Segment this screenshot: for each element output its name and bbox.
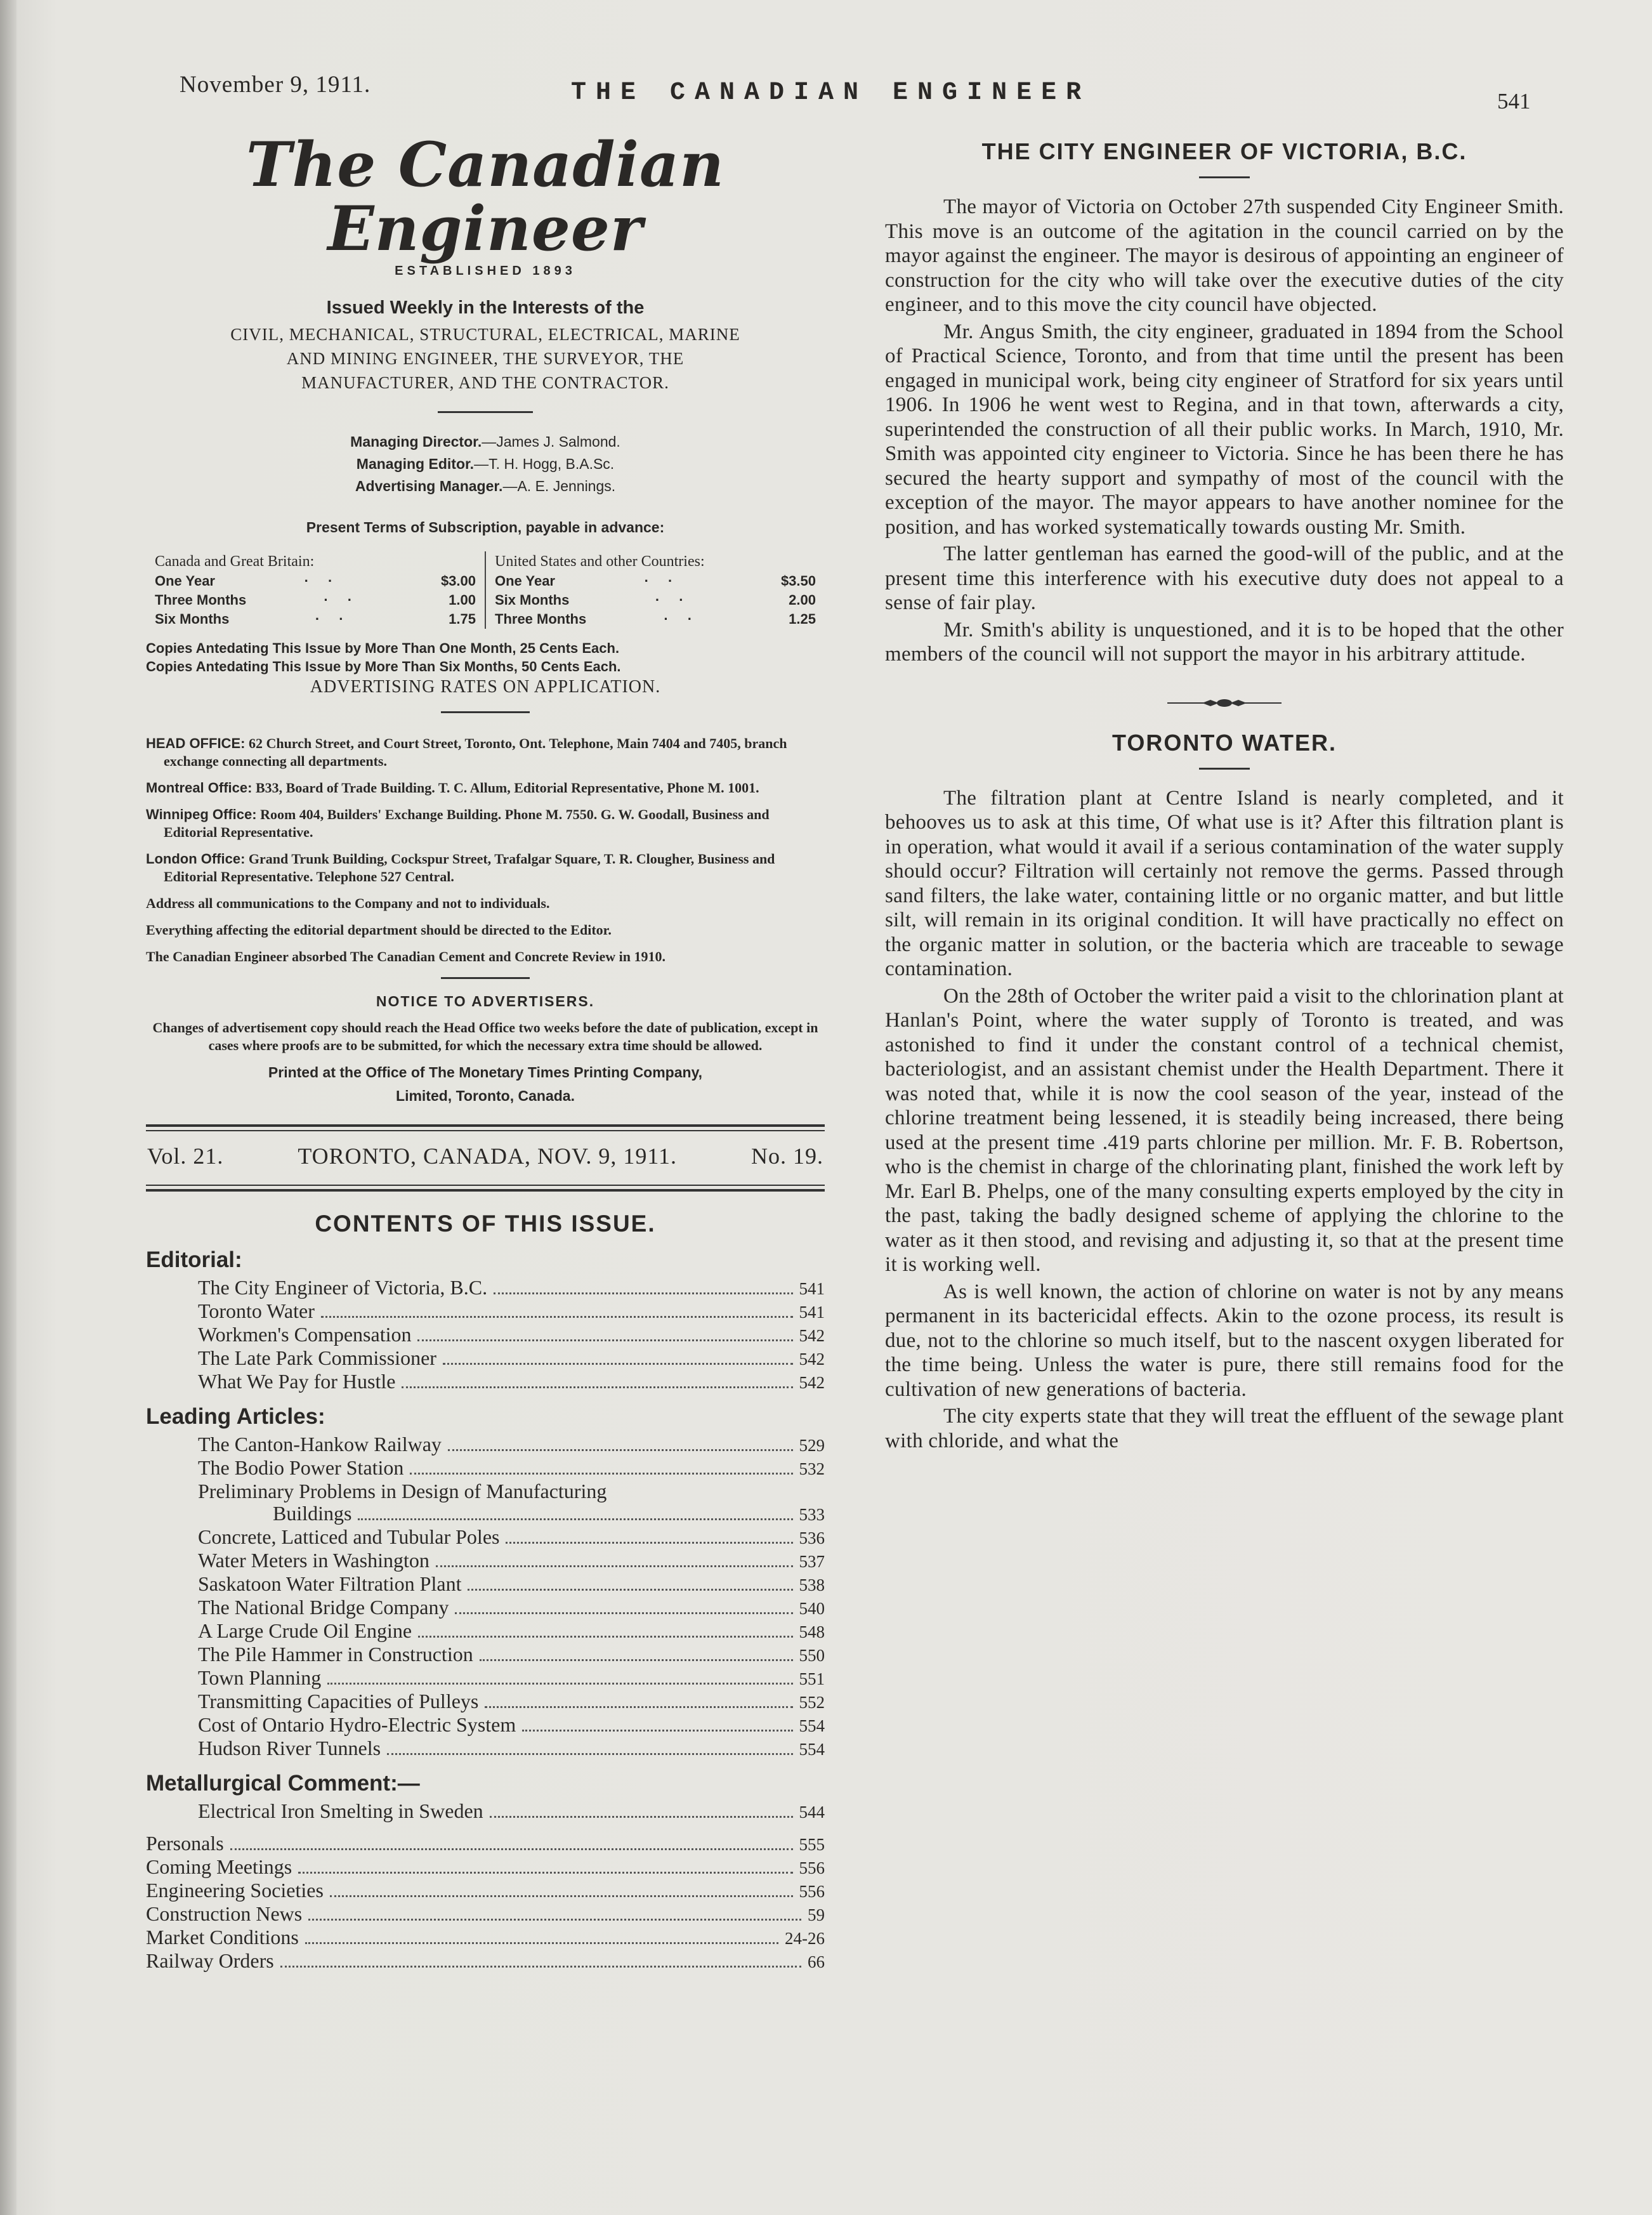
office-text: Grand Trunk Building, Cockspur Street, Trafalgar Square, T. R. Clougher, Business and Editorial Representative. Telephone 527 Central. [164, 850, 775, 884]
rates-canada [146, 551, 486, 629]
entry-page: 533 [799, 1504, 825, 1524]
rate-term: Six Months [495, 591, 570, 608]
entry-page: 550 [799, 1645, 825, 1665]
entry-page: 540 [799, 1598, 825, 1618]
entry-page: 24-26 [785, 1928, 825, 1948]
volume-number: Vol. 21. [147, 1143, 224, 1169]
contents-leading-list [146, 1433, 825, 1761]
contents-entry[interactable] [146, 1480, 825, 1502]
printer-note [146, 1061, 825, 1108]
rate-row: Six Months ·· 1.75 [155, 610, 476, 629]
divider [441, 977, 530, 979]
article-title: THE CITY ENGINEER OF VICTORIA, B.C. [981, 138, 1467, 164]
montreal-office [146, 779, 825, 797]
contents-entry[interactable] [146, 1832, 825, 1856]
entry-page: 536 [799, 1528, 825, 1548]
contents-entry[interactable] [146, 1879, 825, 1903]
copies-note-1: Copies Antedating This Issue by More Than One Month, 25 Cents Each. [146, 640, 620, 656]
rate-term: One Year [155, 572, 215, 589]
staff-name: —James J. Salmond. [482, 433, 620, 450]
entry-page: 548 [799, 1622, 825, 1641]
rate-price: $3.00 [440, 572, 476, 589]
office-label: HEAD OFFICE: [146, 735, 246, 751]
rate-price: $3.50 [780, 572, 816, 589]
article-paragraph: On the 28th of October the writer paid a visit to the chlorination plant at Hanlan's Point, where the water supply of Toronto is treated, and was astonished to find it under the constant control of a technical chemist, bacteriologist, and an assistant chemist under the Health Department. There it was noted that, while it is now the cool season of the year, instead of the chlorine treatment being lessened, it is steadily being increased, there being used at the present time .419 parts chlorine per million. Mr. F. B. Robertson, who is the chemist in charge of the chlorinating plant, finished the work left by Mr. Earl B. Phelps, one of the many consulting experts employed by the city in the past, taking the badly designed scheme of applying the chlorine to the water as it then stood, and revising and adjusting it, so that at the present time it is working well. [885, 984, 1564, 1276]
contents-entry[interactable] [146, 1643, 825, 1667]
rates-canada-heading: Canada and Great Britain: [155, 553, 315, 570]
entry-title: Hudson River Tunnels [198, 1736, 381, 1759]
subscription-rates [146, 551, 825, 629]
absorbed-note: The Canadian Engineer absorbed The Canadian Cement and Concrete Review in 1910. [146, 948, 665, 964]
rate-term: Six Months [155, 610, 230, 627]
staff-role: Advertising Manager. [355, 477, 503, 494]
entry-title: Toronto Water [198, 1299, 315, 1322]
volume-line [146, 1143, 825, 1169]
copies-note-2: Copies Antedating This Issue by More Than Six Months, 50 Cents Each. [146, 658, 621, 674]
rate-term: Three Months [155, 591, 247, 608]
contents-editorial-list [146, 1277, 825, 1394]
entry-page: 554 [799, 1716, 825, 1735]
header-date: November 9, 1911. [180, 72, 371, 98]
rate-term: Three Months [495, 610, 587, 627]
contents-entry[interactable] [146, 1433, 825, 1457]
entry-page: 544 [799, 1802, 825, 1822]
office-text: 62 Church Street, and Court Street, Toronto, Ont. Telephone, Main 7404 and 7405, branch exchange connecting all departments. [164, 735, 787, 769]
entry-page: 551 [799, 1669, 825, 1688]
office-text: Room 404, Builders' Exchange Building. Phone M. 7550. G. W. Goodall, Business and Editorial Representative. [164, 806, 770, 840]
article-paragraph: The filtration plant at Centre Island is nearly completed, and it behooves us to ask at this time, Of what use is it? After this filtration plant is in operation, what would it avail if a serious contamination of the water supply should occur? Filtration will certainly not remove the germs. Passed through sand filters, the lake water, containing little or no organic matter, and but little silt, will remain in its original condition. It will have practically no effect on the organic matter in solution, or the bacteria which are traceable to sewage contamination. [885, 786, 1564, 980]
entry-page: 542 [799, 1325, 825, 1345]
contents-entry[interactable] [146, 1690, 825, 1714]
office-text: B33, Board of Trade Building. T. C. Allum, Editorial Representative, Phone M. 1001. [255, 779, 759, 796]
entry-page: 555 [799, 1834, 825, 1854]
rate-row: Three Months ·· 1.00 [155, 591, 476, 610]
contents-leading-heading: Leading Articles: [146, 1403, 325, 1429]
contents-entry[interactable] [146, 1596, 825, 1620]
contents-entry[interactable] [146, 1502, 825, 1526]
rates-us-heading: United States and other Countries: [495, 553, 705, 570]
printer-line-2: Limited, Toronto, Canada. [396, 1087, 575, 1104]
subscription-title: Present Terms of Subscription, payable in advance: [306, 518, 665, 536]
entry-title: The Bodio Power Station [198, 1456, 404, 1479]
rate-price: 1.00 [449, 591, 476, 608]
article-paragraph: As is well known, the action of chlorine on water is not by any means permanent in its bactericidal effects. Akin to the ozone process, its result is due, not to the chlorine so much itself, but to the nascent oxygen liberated for the time being. Unless the water is pure, there still remains food for the cultivation of new generations of bacteria. [885, 1280, 1564, 1401]
entry-title: Town Planning [198, 1666, 322, 1689]
divider [1199, 176, 1250, 178]
header-journal-title: THE CANADIAN ENGINEER [571, 79, 1091, 107]
contents-entry[interactable] [146, 1457, 825, 1480]
london-office [146, 850, 825, 886]
double-rule [146, 1185, 825, 1192]
entry-title: Engineering Societies [146, 1878, 324, 1902]
contents-metallurgical-heading: Metallurgical Comment:— [146, 1770, 420, 1796]
staff-line [146, 475, 825, 497]
rate-row: One Year ·· $3.50 [495, 572, 816, 591]
issue-number: No. 19. [751, 1143, 823, 1169]
entry-page: 542 [799, 1372, 825, 1392]
entry-title: The Pile Hammer in Construction [198, 1642, 473, 1666]
contents-misc-list [146, 1832, 825, 1973]
head-office [146, 735, 825, 770]
masthead-established: ESTABLISHED 1893 [395, 263, 576, 278]
rate-price: 2.00 [789, 591, 816, 608]
issue-place-date: TORONTO, CANADA, NOV. 9, 1911. [298, 1143, 678, 1169]
office-label: Winnipeg Office: [146, 806, 257, 822]
contents-entry[interactable] [146, 1856, 825, 1879]
contents-entry[interactable] [146, 1324, 825, 1347]
editorial-note: Everything affecting the editorial department should be directed to the Editor. [146, 921, 612, 938]
double-rule [146, 1124, 825, 1131]
contents-entry[interactable] [146, 1714, 825, 1737]
notice-title: NOTICE TO ADVERTISERS. [376, 992, 595, 1009]
rate-row: Six Months ·· 2.00 [495, 591, 816, 610]
article-paragraph: The city experts state that they will treat the effluent of the sewage plant with chloride, and what the [885, 1405, 1564, 1452]
entry-title: Transmitting Capacities of Pulleys [198, 1689, 479, 1712]
copies-note [146, 639, 825, 676]
staff-name: —A. E. Jennings. [502, 477, 616, 494]
entry-title: Construction News [146, 1902, 303, 1925]
ornament-divider-icon [885, 699, 1564, 711]
entry-title: Saskatoon Water Filtration Plant [198, 1572, 462, 1595]
office-label: Montreal Office: [146, 779, 252, 796]
page-binding [0, 0, 16, 2215]
entry-title: Concrete, Latticed and Tubular Poles [198, 1525, 500, 1548]
rate-term: One Year [495, 572, 555, 589]
notice-body: Changes of advertisement copy should reach the Head Office two weeks before the date of publication, except in cases where proofs are to be submitted, for which the necessary extra time should be allowed. [152, 1019, 818, 1053]
rate-price: 1.75 [449, 610, 476, 627]
article-paragraph: The latter gentleman has earned the good-will of the public, and at the present time this interference with his executive duty does not appeal to a sense of fair play. [885, 542, 1564, 614]
contents-entry[interactable] [146, 1573, 825, 1596]
entry-title: The Late Park Commissioner [198, 1346, 436, 1369]
masthead-audience: CIVIL, MECHANICAL, STRUCTURAL, ELECTRICAL, MARINE AND MINING ENGINEER, THE SURVEYOR, THE MANUFACTURER, AND THE CONTRACTOR. [230, 324, 740, 392]
entry-title: Preliminary Problems in Design of Manufacturing [198, 1479, 607, 1502]
contents-entry[interactable] [146, 1737, 825, 1761]
contents-entry[interactable] [146, 1950, 825, 1973]
contents-entry[interactable] [146, 1926, 825, 1950]
contents-entry[interactable] [146, 1347, 825, 1370]
article-body [885, 195, 1564, 667]
entry-title: The Canton-Hankow Railway [198, 1432, 442, 1456]
article-title: TORONTO WATER. [1111, 729, 1337, 756]
entry-title: Coming Meetings [146, 1855, 292, 1878]
contents-entry[interactable] [146, 1300, 825, 1324]
article-body [885, 786, 1564, 1454]
staff-role: Managing Editor. [356, 455, 475, 472]
staff-line [146, 431, 825, 453]
entry-page: 532 [799, 1459, 825, 1478]
contents-entry[interactable] [146, 1526, 825, 1549]
address-note: Address all communications to the Company and not to individuals. [146, 895, 550, 911]
staff-role: Managing Director. [350, 433, 482, 450]
entry-page: 552 [799, 1692, 825, 1712]
office-label: London Office: [146, 850, 246, 867]
entry-page: 59 [808, 1905, 825, 1924]
winnipeg-office [146, 806, 825, 841]
left-column [146, 129, 825, 1973]
entry-title: Electrical Iron Smelting in Sweden [198, 1799, 483, 1822]
rate-row: Three Months ·· 1.25 [495, 610, 816, 629]
contents-entry[interactable] [146, 1370, 825, 1394]
entry-page: 556 [799, 1881, 825, 1901]
entry-page: 554 [799, 1739, 825, 1759]
divider [438, 411, 533, 413]
staff-name: —T. H. Hogg, B.A.Sc. [474, 455, 615, 472]
entry-title: Personals [146, 1831, 224, 1855]
entry-title: Buildings [273, 1501, 352, 1525]
rates-us [486, 551, 825, 629]
contents-entry[interactable] [146, 1549, 825, 1573]
contents-entry[interactable] [146, 1277, 825, 1300]
entry-page: 537 [799, 1551, 825, 1571]
masthead-title: The Canadian Engineer [246, 129, 724, 265]
contents-editorial-heading: Editorial: [146, 1247, 242, 1272]
divider [1199, 768, 1250, 770]
divider [441, 711, 530, 713]
contents-metallurgical-list [146, 1800, 825, 1824]
entry-title: What We Pay for Hustle [198, 1369, 396, 1393]
rate-row: One Year ·· $3.00 [155, 572, 476, 591]
entry-page: 529 [799, 1435, 825, 1455]
printer-line-1: Printed at the Office of The Monetary Times Printing Company, [268, 1063, 703, 1081]
article-paragraph: The mayor of Victoria on October 27th suspended City Engineer Smith. This move is an outcome of the agitation in the council carried on by the mayor against the engineer. The mayor is desirous of appointing an engineer of construction for the city who will take over the executive duties of the city engineer, and to this move the city council have objected. [885, 195, 1564, 316]
article-paragraph: Mr. Angus Smith, the city engineer, graduated in 1894 from the School of Practical Science, Toronto, and from that time until the present has been engaged in municipal work, being city engineer of Stratford for six years until 1906. In 1906 he went west to Regina, and in that town, afterwards a city, superintended the construction of all their public works. In March, 1910, Mr. Smith was appointed city engineer to Victoria. Since he has been there he has secured the hearty support and sympathy of most of the council with the exception of the mayor. The mayor appears to have another nominee for the position, and has worked systematically towards ousting Mr. Smith. [885, 320, 1564, 539]
entry-page: 556 [799, 1858, 825, 1877]
entry-page: 538 [799, 1575, 825, 1594]
header-page-number: 541 [1497, 89, 1531, 114]
masthead-issued: Issued Weekly in the Interests of the [326, 297, 645, 318]
entry-title: The National Bridge Company [198, 1595, 449, 1619]
contents-title: CONTENTS OF THIS ISSUE. [315, 1210, 656, 1237]
contents-entry[interactable] [146, 1667, 825, 1690]
advertising-rates: ADVERTISING RATES ON APPLICATION. [310, 676, 661, 697]
entry-title: A Large Crude Oil Engine [198, 1619, 412, 1642]
entry-title: The City Engineer of Victoria, B.C. [198, 1275, 488, 1299]
entry-page: 541 [799, 1302, 825, 1322]
entry-page: 541 [799, 1278, 825, 1298]
right-column [885, 138, 1564, 1456]
office-list [146, 735, 825, 966]
staff-line [146, 453, 825, 475]
entry-page: 542 [799, 1349, 825, 1369]
entry-title: Water Meters in Washington [198, 1548, 429, 1572]
contents-entry[interactable] [146, 1903, 825, 1926]
contents-entry[interactable] [146, 1800, 825, 1824]
entry-page: 66 [808, 1952, 825, 1971]
entry-title: Railway Orders [146, 1949, 274, 1972]
entry-title: Market Conditions [146, 1925, 299, 1949]
staff-list [146, 431, 825, 497]
contents-entry[interactable] [146, 1620, 825, 1643]
rate-price: 1.25 [789, 610, 816, 627]
entry-title: Workmen's Compensation [198, 1322, 412, 1346]
article-paragraph: Mr. Smith's ability is unquestioned, and it is to be hoped that the other members of the council will not support the mayor in his arbitrary attitude. [885, 618, 1564, 666]
entry-title: Cost of Ontario Hydro-Electric System [198, 1712, 516, 1736]
